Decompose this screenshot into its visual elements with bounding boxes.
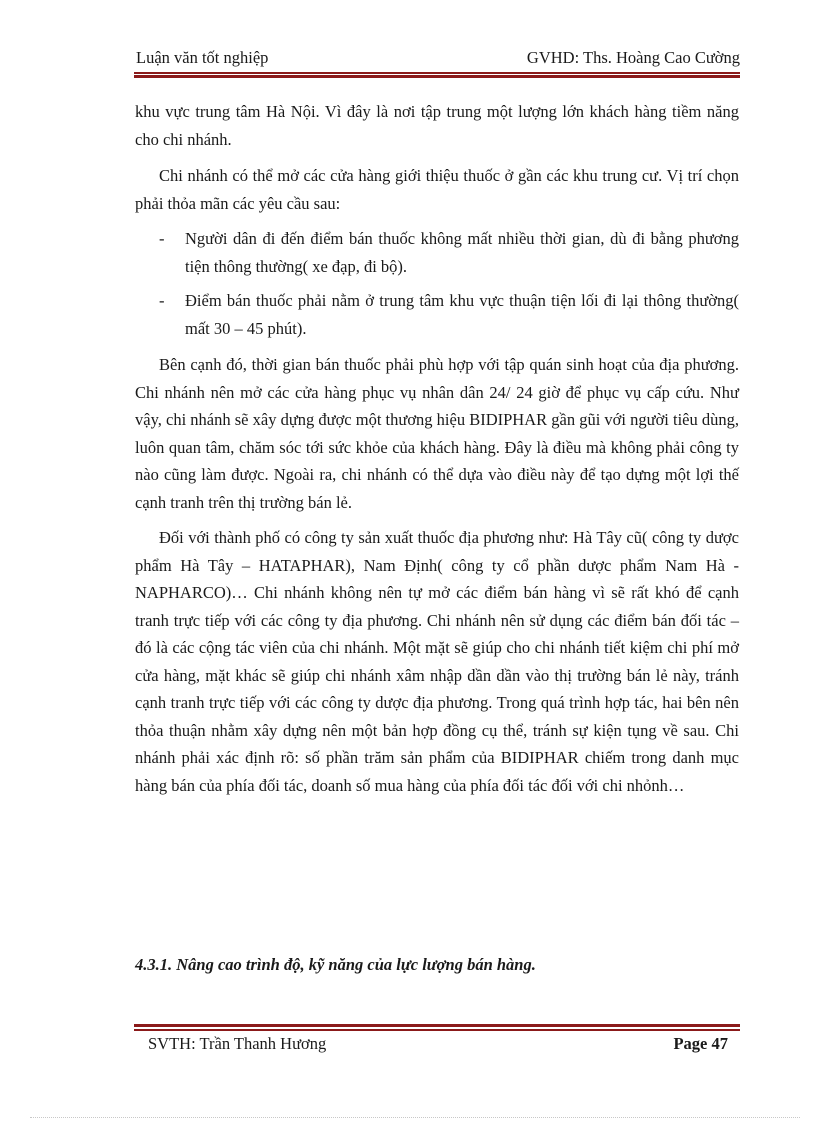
- header-thesis-title: Luận văn tốt nghiệp: [136, 48, 269, 67]
- page-footer: [148, 1034, 728, 1054]
- footer-rule-thick: [134, 1024, 740, 1027]
- header-rule-thin: [134, 72, 740, 74]
- paragraph-2: Chi nhánh có thể mở các cửa hàng giới thiệu thuốc ở gần các khu trung cư. Vị trí chọn phải thỏa mãn các yêu cầu sau:: [135, 166, 739, 213]
- paragraph-1: khu vực trung tâm Hà Nội. Vì đây là nơi tập trung một lượng lớn khách hàng tiềm năng cho chi nhánh.: [135, 102, 739, 149]
- footer-rule-thin: [134, 1029, 740, 1031]
- page-edge-divider: [30, 1117, 800, 1118]
- list-item-text: Người dân đi đến điểm bán thuốc không mất nhiều thời gian, dù đi bằng phương tiện thông thường( xe đạp, đi bộ).: [185, 229, 739, 276]
- paragraph-3: Bên cạnh đó, thời gian bán thuốc phải phù hợp với tập quán sinh hoạt của địa phương. Chi nhánh nên mở các cửa hàng phục vụ nhân dân 24/ 24 giờ để phục vụ cấp cứu. Như vậy, chi nhánh sẽ xây dựng được một thương hiệu BIDIPHAR gần gũi với người tiêu dùng, luôn quan tâm, chăm sóc tới sức khỏe của khách hàng. Đây là điều mà không phải công ty nào cũng làm được. Ngoài ra, chi nhánh có thể dựa vào điều này để tạo dựng một lợi thế cạnh tranh trên thị trường bán lẻ.: [135, 355, 739, 512]
- section-heading: 4.3.1. Nâng cao trình độ, kỹ năng của lực lượng bán hàng.: [135, 955, 536, 974]
- paragraph-4: Đối với thành phố có công ty sản xuất thuốc địa phương như: Hà Tây cũ( công ty dược phẩm Hà Tây – HATAPHAR), Nam Định( công ty cổ phần dược phẩm Nam Hà - NAPHARCO)… Chi nhánh không nên tự mở các điểm bán hàng vì sẽ rất khó để cạnh tranh trực tiếp với các công ty địa phương. Chi nhánh nên sử dụng các điểm bán đối tác – đó là các cộng tác viên của chi nhánh. Một mặt sẽ giúp cho chi nhánh tiết kiệm chi phí mở cửa hàng, mặt khác sẽ giúp chi nhánh xâm nhập dần dần vào thị trường bán lẻ này, tránh cạnh tranh trực tiếp với các công ty dược địa phương. Trong quá trình hợp tác, hai bên nên thỏa thuận nhằm xây dựng nên một bản hợp đồng cụ thể, tránh sự kiện tụng về sau. Chi nhánh phải xác định rõ: số phần trăm sản phẩm của BIDIPHAR chiếm trong danh mục hàng bán của phía đối tác, doanh số mua hàng của phía đối tác đối với chi nhỏnh…: [135, 528, 739, 795]
- bullet-dash: -: [159, 291, 165, 310]
- header-rule-thick: [134, 75, 740, 78]
- page-number: Page 47: [673, 1034, 728, 1053]
- footer-student: SVTH: Trần Thanh Hương: [148, 1034, 327, 1053]
- list-item: [135, 225, 739, 280]
- bullet-dash: -: [159, 229, 165, 248]
- body-text: [135, 98, 739, 807]
- list-item: [135, 287, 739, 342]
- page-header: [136, 48, 740, 68]
- requirements-list: [135, 225, 739, 342]
- header-advisor: GVHD: Ths. Hoàng Cao Cường: [526, 48, 740, 67]
- list-item-text: Điểm bán thuốc phải nằm ở trung tâm khu vực thuận tiện lối đi lại thông thường( mất 30 – 45 phút).: [185, 291, 739, 338]
